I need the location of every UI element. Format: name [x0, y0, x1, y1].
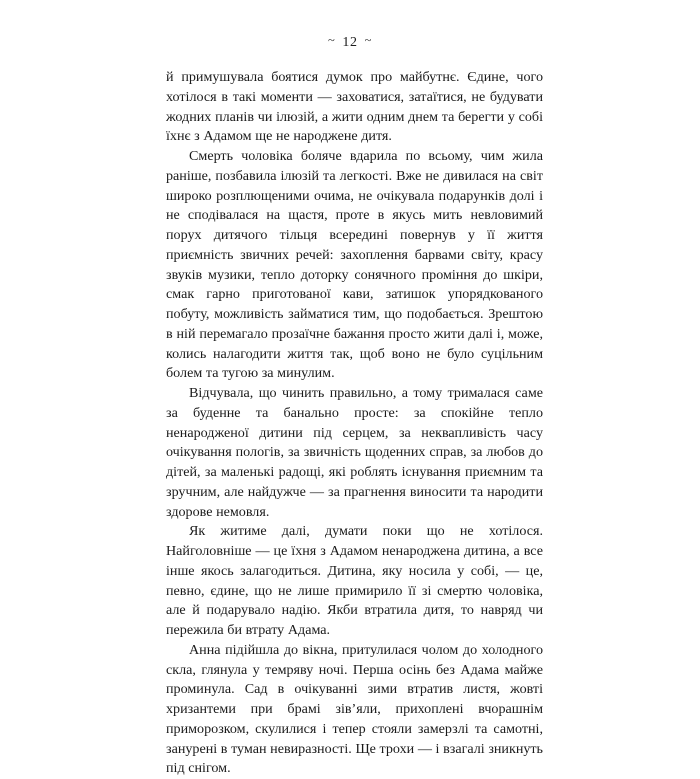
paragraph-3: Відчувала, що чинить правильно, а тому трималася саме за буденне та банально просте: за спокійне тепло ненародженої дитини під серцем, за неквапливість часу очікування пологів, за звичність щоденних справ, за любов до дітей, за маленькі радощі, які роблять існування приємним та зручним, але найдужче — за прагнення виносити та народити здорове немовля. — [166, 385, 543, 520]
page-number: 12 — [342, 35, 358, 50]
paragraph-4: Як житиме далі, думати поки що не хотілося. Найголовніше — це їхня з Адамом ненароджена дитина, а все інше якось залагодиться. Дитина, яку носила у собі, — це, певно, єдине, що не лише примирило її зі смертю чоловіка, але й подарувало надію. Якби втратила дитя, то навряд чи пережила би втрату Адама. — [166, 523, 543, 638]
body-text-block — [166, 68, 543, 779]
folio-ornament-left: ~ — [328, 33, 336, 47]
paragraph-2: Смерть чоловіка боляче вдарила по всьому, чим жила раніше, позбавила ілюзій та легкості. Вже не дивилася на світ широко розплющеними очима, не очікувала подарунків долі і не сподівалася на щастя, проте в якусь мить невловимий порух дитячого тільця всередині повернув у її життя приємність звичних речей: захоплення барвами світу, красу звуків музики, тепло доторку сонячного проміння до шкіри, смак гарно приготованої кави, затишок упорядкованого побуту, можливість займатися тим, що подобається. Зрештою в ній перемагало прозаїчне бажання просто жити далі і, може, колись налагодити життя так, щоб воно не було суцільним болем та тугою за минулим. — [166, 148, 543, 382]
paragraph-1: й примушувала боятися думок про майбутнє. Єдине, чого хотілося в такі моменти — заховатися, затаїтися, не будувати жодних планів чи ілюзій, а жити одним днем та берегти у собі їхнє з Адамом ще не народжене дитя. — [166, 69, 543, 145]
running-head — [0, 34, 700, 51]
folio-ornament-right: ~ — [364, 33, 372, 47]
paragraph-5: Анна підійшла до вікна, притулилася чолом до холодного скла, глянула у темряву ночі. Перша осінь без Адама майже проминула. Сад в очікуванні зими втратив листя, жовті хризантеми при брамі зів’яли, прихоплені вчорашнім приморозком, скулилися і тепер стояли замерзлі та самотні, занурені в туман невиразності. Ще трохи — і взагалі зникнуть під снігом. — [166, 641, 543, 777]
